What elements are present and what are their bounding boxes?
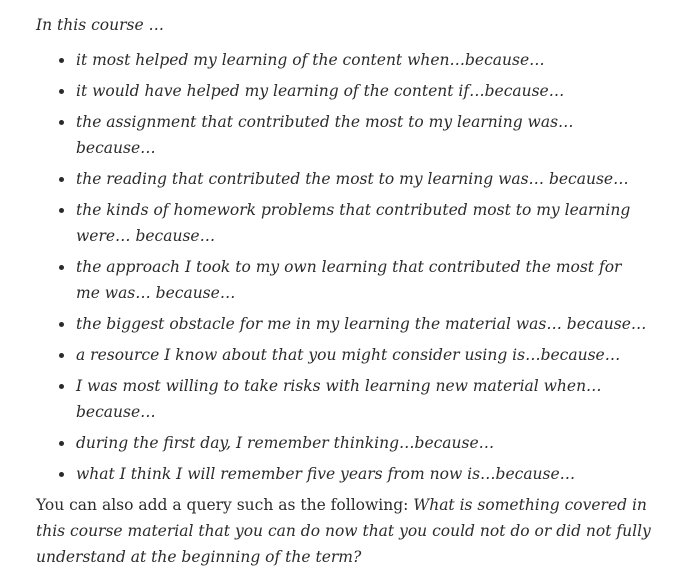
list-item: I was most willing to take risks with learning new material when… because… bbox=[76, 373, 678, 425]
list-item: what I think I will remember five years from now is…because… bbox=[76, 461, 678, 487]
list-item: the biggest obstacle for me in my learning the material was… because… bbox=[76, 311, 678, 337]
list-item: a resource I know about that you might consider using is…because… bbox=[76, 342, 678, 368]
list-item: it would have helped my learning of the content if…because… bbox=[76, 78, 678, 104]
closing-lead-text: You can also add a query such as the following: bbox=[36, 496, 414, 514]
closing-paragraph bbox=[36, 492, 678, 570]
list-item: during the first day, I remember thinking…because… bbox=[76, 430, 678, 456]
list-item: the reading that contributed the most to my learning was… because… bbox=[76, 166, 678, 192]
list-item: it most helped my learning of the content when…because… bbox=[76, 47, 678, 73]
list-item: the assignment that contributed the most to my learning was… because… bbox=[76, 109, 678, 161]
list-item: the kinds of homework problems that contributed most to my learning were… because… bbox=[76, 197, 678, 249]
prompt-list bbox=[36, 47, 678, 487]
intro-text: In this course … bbox=[36, 16, 165, 34]
closing-question-text: What is something covered in this course material that you can do now that you could not do or did not fully understand at the beginning of the term? bbox=[36, 496, 651, 566]
list-item: the approach I took to my own learning that contributed the most for me was… because… bbox=[76, 254, 678, 306]
